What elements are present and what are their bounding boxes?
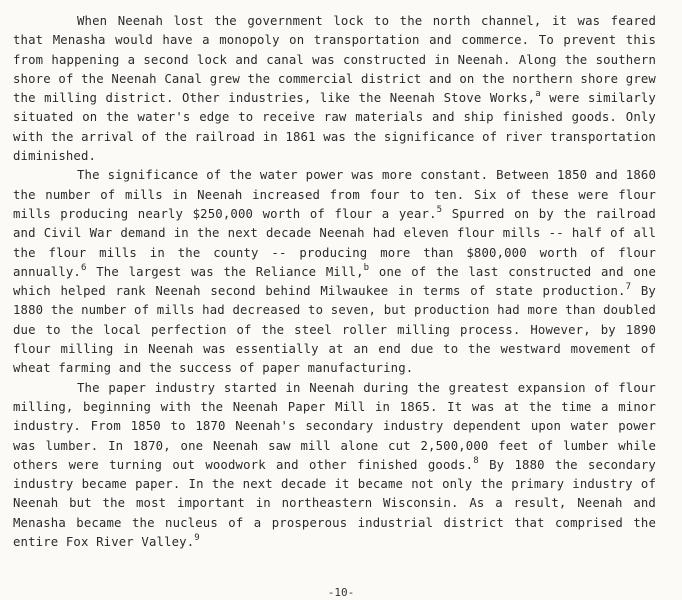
- footnote-marker: 5: [436, 204, 443, 215]
- body-text: [13, 12, 656, 552]
- paragraph: [13, 379, 656, 553]
- text-run: were similarly situated on the water's edge to receive raw materials and ship finished goods. Only with the arrival of the railroad in 1861 was the significance of river transportation diminished.: [13, 91, 656, 164]
- text-run: By 1880 the number of mills had decreased to seven, but production had more than doubled due to the local perfection of the steel roller milling process. However, by 1890 flour milling in Neenah was essentially at an end due to the westward movement of wheat farming and the success of paper manufacturing.: [13, 284, 656, 376]
- text-run: Spurred on by the railroad and Civil War demand in the next decade Neenah had eleven flour mills -- half of all the flour mills in the county -- producing more than $800,000 worth of flour annually.: [13, 206, 656, 279]
- text-run: The paper industry started in Neenah during the greatest expansion of flour milling, beginning with the Neenah Paper Mill in 1865. It was at the time a minor industry. From 1850 to 1870 Neenah's secondary industry dependent upon water power was lumber. In 1870, one Neenah saw mill alone cut 2,500,000 feet of lumber while others were turning out woodwork and other finished goods.: [13, 380, 656, 472]
- paragraph: [13, 166, 656, 378]
- text-run: The significance of the water power was more constant. Between 1850 and 1860 the number of mills in Neenah increased from four to ten. Six of these were flour mills producing nearly $250,000 worth of flour a year.: [13, 168, 656, 221]
- footnote-marker: 9: [194, 533, 200, 544]
- footnote-marker: a: [535, 89, 541, 100]
- paragraph: [13, 12, 656, 166]
- text-run: When Neenah lost the government lock to the north channel, it was feared that Menasha would have a monopoly on transportation and commerce. To prevent this from happening a second lock and canal was constructed in Neenah. Along the southern shore of the Neenah Canal grew the commercial district and on the northern shore grew the milling district. Other industries, like the Neenah Stove Works,: [13, 14, 656, 106]
- text-run: By 1880 the secondary industry became paper. In the next decade it became not only the primary industry of Neenah but the most important in northeastern Wisconsin. As a result, Neenah and Menasha became the nucleus of a prosperous industrial district that comprised the entire Fox River Valley.: [13, 457, 656, 550]
- footnote-marker: 6: [80, 262, 87, 273]
- footnote-marker: b: [363, 262, 370, 273]
- text-run: one of the last constructed and one which helped rank Neenah second behind Milwaukee in terms of state production.: [13, 264, 656, 299]
- text-run: The largest was the Reliance Mill,: [86, 264, 364, 279]
- footnote-marker: 8: [473, 455, 479, 466]
- page-number: -10-: [327, 586, 355, 599]
- footnote-marker: 7: [625, 282, 632, 293]
